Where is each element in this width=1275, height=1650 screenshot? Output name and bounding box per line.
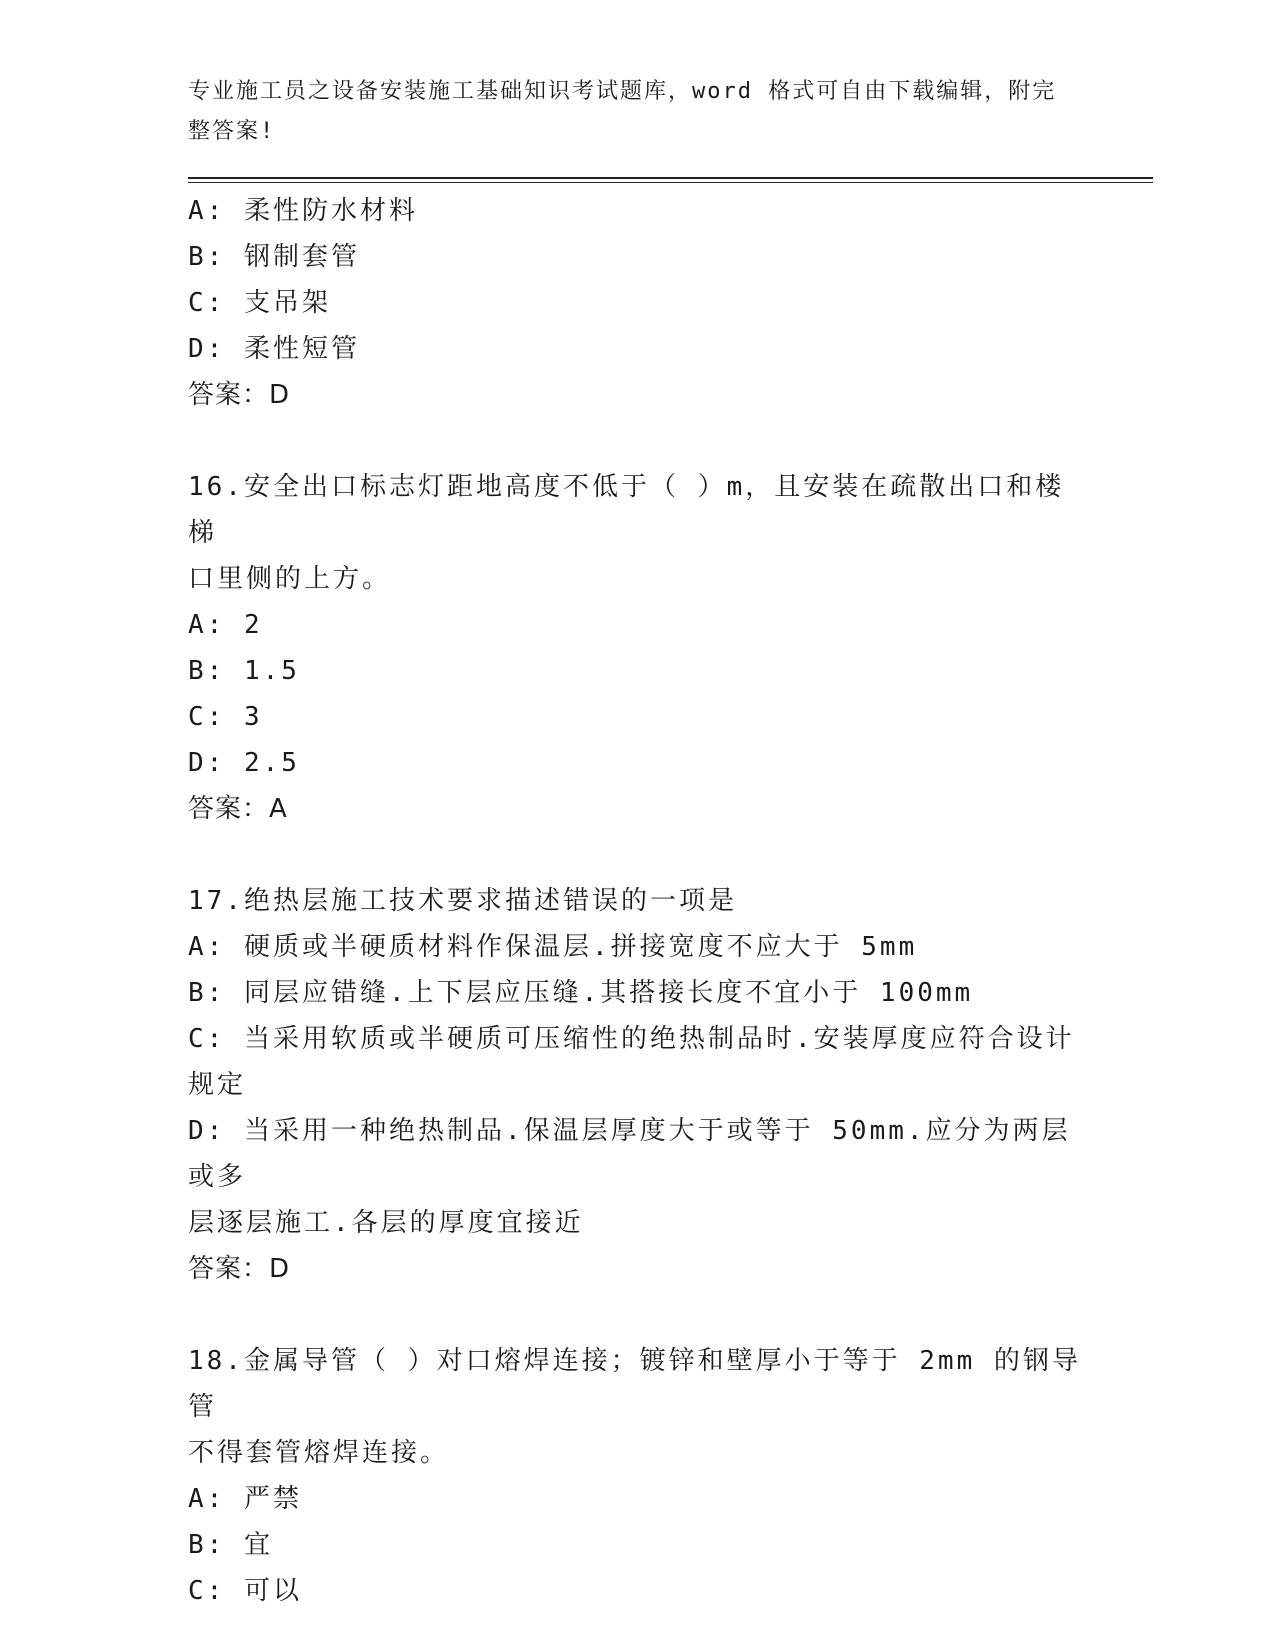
question-stem: 18.金属导管（ ）对口熔焊连接；镀锌和壁厚小于等于 2mm 的钢导管 — [188, 1346, 1081, 1422]
option-c: C: 3 — [188, 702, 263, 732]
option-c-continued: 规定 — [188, 1070, 247, 1100]
option-b: B: 同层应错缝.上下层应压缝.其搭接长度不宜小于 100mm — [188, 978, 974, 1008]
question-content — [188, 188, 1088, 1614]
question-stem: 17.绝热层施工技术要求描述错误的一项是 — [188, 886, 737, 916]
header-divider-thick — [188, 177, 1153, 179]
option-d-continued: 层逐层施工.各层的厚度宜接近 — [188, 1208, 584, 1238]
question-stem: 16.安全出口标志灯距地高度不低于（ ）m，且安装在疏散出口和楼梯 — [188, 472, 1065, 548]
option-a: A: 柔性防水材料 — [188, 196, 418, 226]
header-divider-thin — [188, 182, 1153, 183]
answer-label: 答案：A — [188, 794, 288, 824]
spacer — [188, 832, 1088, 878]
answer-label: 答案：D — [188, 380, 291, 410]
question-17 — [188, 878, 1088, 1292]
option-c: C: 可以 — [188, 1576, 302, 1606]
question-15 — [188, 188, 1088, 418]
option-a: A: 2 — [188, 610, 263, 640]
option-c: C: 当采用软质或半硬质可压缩性的绝热制品时.安装厚度应符合设计 — [188, 1024, 1075, 1054]
header-note-line-1: 专业施工员之设备安装施工基础知识考试题库，word 格式可自由下载编辑，附完 — [188, 79, 1057, 104]
question-16 — [188, 464, 1088, 832]
header-note — [188, 72, 1068, 152]
header-note-line-2: 整答案! — [188, 119, 276, 144]
option-d: D: 柔性短管 — [188, 334, 360, 364]
answer-label: 答案：D — [188, 1254, 291, 1284]
option-c: C: 支吊架 — [188, 288, 331, 318]
spacer — [188, 418, 1088, 464]
question-stem-continued: 口里侧的上方。 — [188, 564, 392, 594]
option-d: D: 2.5 — [188, 748, 300, 778]
question-18 — [188, 1338, 1088, 1614]
question-stem-continued: 不得套管熔焊连接。 — [188, 1438, 450, 1468]
option-d: D: 当采用一种绝热制品.保温层厚度大于或等于 50mm.应分为两层或多 — [188, 1116, 1071, 1192]
option-a: A: 严禁 — [188, 1484, 302, 1514]
option-b: B: 钢制套管 — [188, 242, 360, 272]
option-b: B: 1.5 — [188, 656, 300, 686]
option-b: B: 宜 — [188, 1530, 273, 1560]
option-a: A: 硬质或半硬质材料作保温层.拼接宽度不应大于 5mm — [188, 932, 918, 962]
spacer — [188, 1292, 1088, 1338]
